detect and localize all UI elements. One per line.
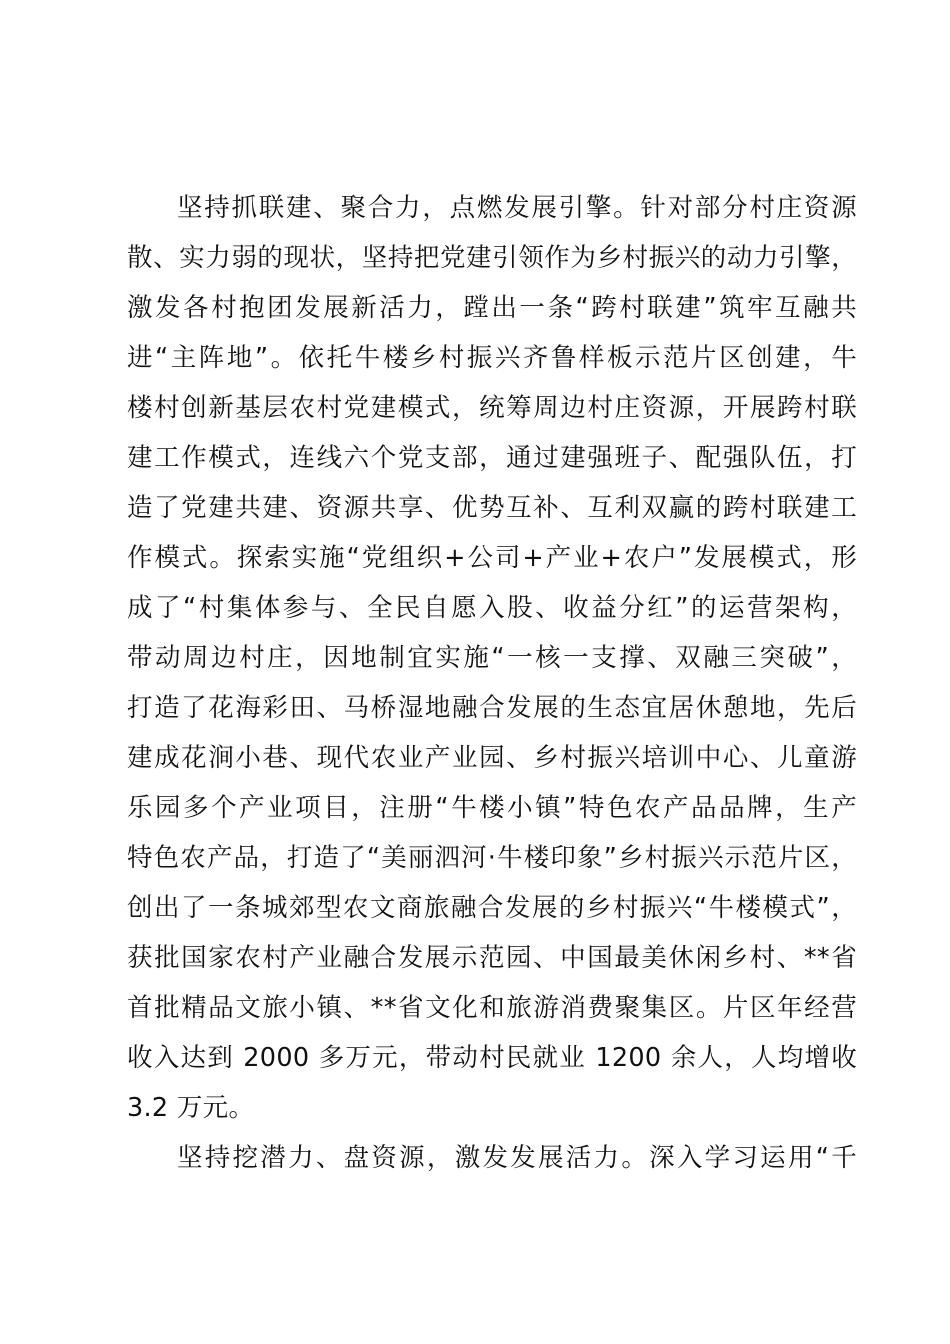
paragraph-1-line-9: 成了“村集体参与、全民自愿入股、收益分红”的运营架构，	[127, 593, 857, 623]
paragraph-1-line-13: 乐园多个产业项目，注册“牛楼小镇”特色农产品品牌，生产	[127, 793, 857, 823]
paragraph-1-line-18: 收入达到 2000 多万元，带动村民就业 1200 余人，人均增收	[127, 1043, 857, 1073]
paragraph-1-line-10: 带动周边村庄，因地制宜实施“一核一支撑、双融三突破”，	[127, 643, 857, 673]
paragraph-1-line-8: 作模式。探索实施“党组织+公司+产业+农户”发展模式，形	[127, 543, 857, 573]
paragraph-1-line-17: 首批精品文旅小镇、**省文化和旅游消费聚集区。片区年经营	[127, 993, 857, 1023]
paragraph-1-line-12: 建成花涧小巷、现代农业产业园、乡村振兴培训中心、儿童游	[127, 743, 857, 773]
paragraph-1-line-5: 楼村创新基层农村党建模式，统筹周边村庄资源，开展跨村联	[127, 393, 857, 423]
paragraph-1-line-1: 坚持抓联建、聚合力，点燃发展引擎。针对部分村庄资源	[177, 193, 857, 223]
paragraph-1-line-3: 激发各村抱团发展新活力，蹚出一条“跨村联建”筑牢互融共	[127, 293, 857, 323]
paragraph-1-line-14: 特色农产品，打造了“美丽泗河·牛楼印象”乡村振兴示范片区，	[127, 843, 857, 873]
paragraph-2-line-1: 坚持挖潜力、盘资源，激发发展活力。深入学习运用“千	[177, 1143, 857, 1173]
paragraph-1-line-2: 散、实力弱的现状，坚持把党建引领作为乡村振兴的动力引擎，	[127, 243, 857, 273]
paragraph-1-line-15: 创出了一条城郊型农文商旅融合发展的乡村振兴“牛楼模式”，	[127, 893, 857, 923]
paragraph-1-line-16: 获批国家农村产业融合发展示范园、中国最美休闲乡村、**省	[127, 943, 857, 973]
paragraph-1-line-11: 打造了花海彩田、马桥湿地融合发展的生态宜居休憩地，先后	[127, 693, 857, 723]
paragraph-1-line-4: 进“主阵地”。依托牛楼乡村振兴齐鲁样板示范片区创建，牛	[127, 343, 857, 373]
paragraph-1-line-19: 3.2 万元。	[127, 1093, 255, 1123]
paragraph-1-line-6: 建工作模式，连线六个党支部，通过建强班子、配强队伍，打	[127, 443, 857, 473]
paragraph-1-line-7: 造了党建共建、资源共享、优势互补、互利双赢的跨村联建工	[127, 493, 857, 523]
